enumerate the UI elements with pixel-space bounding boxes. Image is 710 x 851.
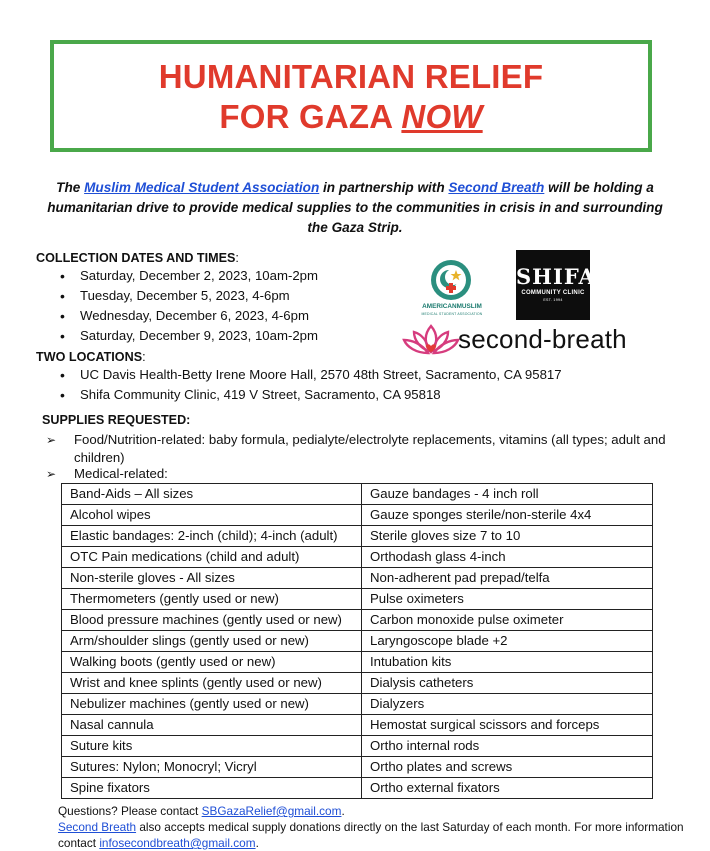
info-email-link[interactable]: infosecondbreath@gmail.com — [99, 836, 256, 850]
table-cell: Pulse oximeters — [362, 589, 653, 610]
table-row — [62, 631, 653, 652]
list-item: • Saturday, December 9, 2023, 10am-2pm — [56, 326, 318, 346]
amsa-logo-name: AMERICANMUSLIM — [422, 303, 482, 310]
amsa-logo-sub: MEDICAL STUDENT ASSOCIATION — [421, 312, 483, 316]
table-cell: Ortho internal rods — [362, 736, 653, 757]
table-cell: Sutures: Nylon; Monocryl; Vicryl — [62, 757, 362, 778]
collection-heading-text: COLLECTION DATES AND TIMES — [36, 251, 236, 265]
locations-list — [56, 365, 562, 405]
locations-heading-text: TWO LOCATIONS — [36, 350, 143, 364]
table-cell: Band-Aids – All sizes — [62, 484, 362, 505]
table-row — [62, 778, 653, 799]
table-cell: Ortho external fixators — [362, 778, 653, 799]
lotus-icon — [402, 322, 460, 360]
list-item: • Saturday, December 2, 2023, 10am-2pm — [56, 266, 318, 286]
title-emphasis: NOW — [401, 98, 483, 135]
table-cell: Non-sterile gloves - All sizes — [62, 568, 362, 589]
second-breath-footer-link[interactable]: Second Breath — [58, 820, 137, 834]
table-cell: Gauze sponges sterile/non-sterile 4x4 — [362, 505, 653, 526]
table-cell: Non-adherent pad prepad/telfa — [362, 568, 653, 589]
table-cell: Arm/shoulder slings (gently used or new) — [62, 631, 362, 652]
shifa-logo-name: SHIFA — [516, 264, 596, 289]
supplies-heading: SUPPLIES REQUESTED: — [42, 413, 191, 427]
footer-text: . — [255, 836, 259, 850]
supplies-table — [61, 483, 653, 799]
list-item: • UC Davis Health-Betty Irene Moore Hall, 2570 48th Street, Sacramento, CA 95817 — [56, 365, 562, 385]
supply-category-text: Food/Nutrition-related: baby formula, pedialyte/electrolyte replacements, vitamins (all types; adult and children) — [74, 432, 666, 465]
table-row — [62, 505, 653, 526]
table-row — [62, 568, 653, 589]
table-cell: Suture kits — [62, 736, 362, 757]
table-cell: Carbon monoxide pulse oximeter — [362, 610, 653, 631]
table-row — [62, 673, 653, 694]
footer-text: Questions? Please contact — [58, 804, 202, 818]
table-cell: Alcohol wipes — [62, 505, 362, 526]
intro-text: The — [56, 180, 85, 195]
locations-heading — [36, 350, 146, 364]
second-breath-logo-text: second-breath — [458, 324, 627, 354]
intro-text: in partnership with — [319, 180, 449, 195]
intro-paragraph — [40, 178, 670, 238]
footer-questions — [58, 803, 698, 819]
table-cell: Hemostat surgical scissors and forceps — [362, 715, 653, 736]
shifa-logo-est: EST. 1994 — [543, 298, 563, 302]
table-cell: Gauze bandages - 4 inch roll — [362, 484, 653, 505]
supply-category — [46, 431, 676, 467]
title-line-1: HUMANITARIAN RELIEF — [158, 58, 544, 95]
table-cell: Elastic bandages: 2-inch (child); 4-inch (adult) — [62, 526, 362, 547]
table-row — [62, 526, 653, 547]
supplies-table-body — [62, 484, 653, 799]
title-box — [50, 40, 652, 152]
table-row — [62, 589, 653, 610]
table-cell: Laryngoscope blade +2 — [362, 631, 653, 652]
footer-donations — [58, 819, 698, 851]
table-cell: Blood pressure machines (gently used or new) — [62, 610, 362, 631]
supply-category — [46, 465, 676, 483]
table-cell: Nasal cannula — [62, 715, 362, 736]
arrow-bullet-icon: ➢ — [46, 433, 57, 447]
locations-colon: : — [142, 350, 146, 364]
list-item: • Tuesday, December 5, 2023, 4-6pm — [56, 286, 318, 306]
shifa-logo-sub: COMMUNITY CLINIC — [521, 290, 585, 296]
table-cell: Orthodash glass 4-inch — [362, 547, 653, 568]
arrow-bullet-icon: ➢ — [46, 467, 57, 481]
table-cell: Dialyzers — [362, 694, 653, 715]
title-line-2 — [54, 97, 648, 137]
table-row — [62, 484, 653, 505]
table-cell: Wrist and knee splints (gently used or new) — [62, 673, 362, 694]
table-row — [62, 757, 653, 778]
supply-category-text: Medical-related: — [74, 466, 168, 481]
table-row — [62, 547, 653, 568]
table-cell: Nebulizer machines (gently used or new) — [62, 694, 362, 715]
table-cell: Spine fixators — [62, 778, 362, 799]
table-cell: Ortho plates and screws — [362, 757, 653, 778]
collection-colon: : — [235, 251, 239, 265]
table-cell: Walking boots (gently used or new) — [62, 652, 362, 673]
second-breath-link[interactable]: Second Breath — [448, 180, 545, 195]
collection-dates-list — [56, 266, 318, 346]
table-cell: Intubation kits — [362, 652, 653, 673]
table-row — [62, 652, 653, 673]
shifa-logo — [516, 250, 596, 320]
footer-text: . — [341, 804, 345, 818]
table-cell: Sterile gloves size 7 to 10 — [362, 526, 653, 547]
collection-heading — [36, 251, 239, 265]
list-item: • Wednesday, December 6, 2023, 4-6pm — [56, 306, 318, 326]
table-cell: OTC Pain medications (child and adult) — [62, 547, 362, 568]
sbgazarelief-email-link[interactable]: SBGazaRelief@gmail.com — [201, 804, 342, 818]
table-row — [62, 610, 653, 631]
table-row — [62, 694, 653, 715]
mmsa-link[interactable]: Muslim Medical Student Association — [84, 180, 320, 195]
table-row — [62, 715, 653, 736]
table-cell: Thermometers (gently used or new) — [62, 589, 362, 610]
title-prefix: FOR GAZA — [219, 98, 402, 135]
intro-text: will be holding a humanitarian drive to provide medical supplies to the communities in crisis in and surrounding the Gaza Strip. — [47, 180, 663, 235]
table-cell: Dialysis catheters — [362, 673, 653, 694]
list-item: • Shifa Community Clinic, 419 V Street, Sacramento, CA 95818 — [56, 385, 562, 405]
table-row — [62, 736, 653, 757]
footer-text: also accepts medical supply donations directly on the last Saturday of each month. For more information contact — [58, 820, 684, 850]
